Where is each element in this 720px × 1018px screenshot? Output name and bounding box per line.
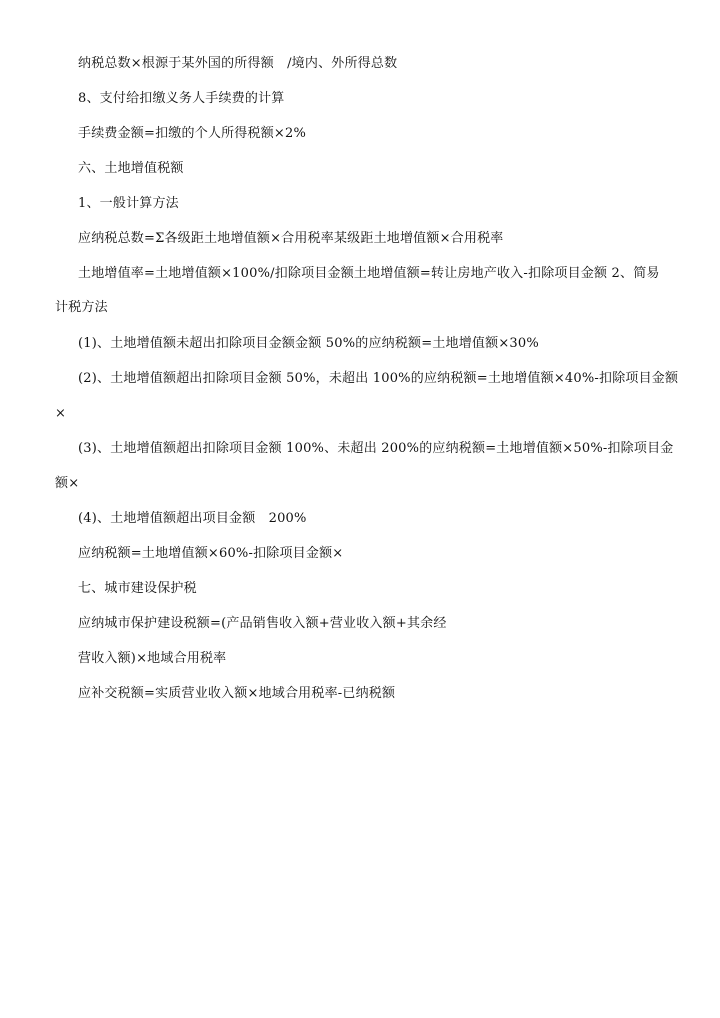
text-line: 应纳税额=土地增值额×60%-扣除项目金额× bbox=[78, 546, 344, 561]
text-line: 营收入额)×地域合用税率 bbox=[78, 651, 227, 666]
subsection-heading: 1、一般计算方法 bbox=[78, 196, 179, 211]
text-line: (2)、土地增值额超出扣除项目金额 50%，未超出 100%的应纳税额=土地增值额×40%-扣除项目金额 bbox=[78, 371, 679, 386]
text-line: 纳税总数×根源于某外国的所得额 /境内、外所得总数 bbox=[78, 56, 398, 71]
text-line: 应纳税总数=Σ各级距土地增值额×合用税率某级距土地增值额×合用税率 bbox=[78, 231, 504, 246]
text-line: (1)、土地增值额未超出扣除项目金额金额 50%的应纳税额=土地增值额×30% bbox=[78, 336, 539, 351]
text-line: (3)、土地增值额超出扣除项目金额 100%、未超出 200%的应纳税额=土地增值额×50%-扣除项目金 bbox=[78, 441, 674, 456]
text-line: 手续费金额=扣缴的个人所得税额×2% bbox=[78, 126, 307, 141]
text-line: 额× bbox=[55, 476, 80, 491]
text-line: 应纳城市保护建设税额=(产品销售收入额+营业收入额+其余经 bbox=[78, 616, 447, 631]
text-line: 应补交税额=实质营业收入额×地域合用税率-已纳税额 bbox=[78, 686, 396, 701]
text-line: (4)、土地增值额超出项目金额 200% bbox=[78, 511, 307, 526]
text-line: × bbox=[55, 406, 67, 421]
text-line: 计税方法 bbox=[55, 300, 108, 315]
text-line: 土地增值率=土地增值额×100%/扣除项目金额土地增值额=转让房地产收入-扣除项目金额 2、简易 bbox=[78, 266, 660, 281]
section-heading: 七、城市建设保护税 bbox=[78, 581, 197, 596]
section-heading: 六、土地增值税额 bbox=[78, 161, 184, 176]
text-line: 8、支付给扣缴义务人手续费的计算 bbox=[78, 91, 285, 106]
